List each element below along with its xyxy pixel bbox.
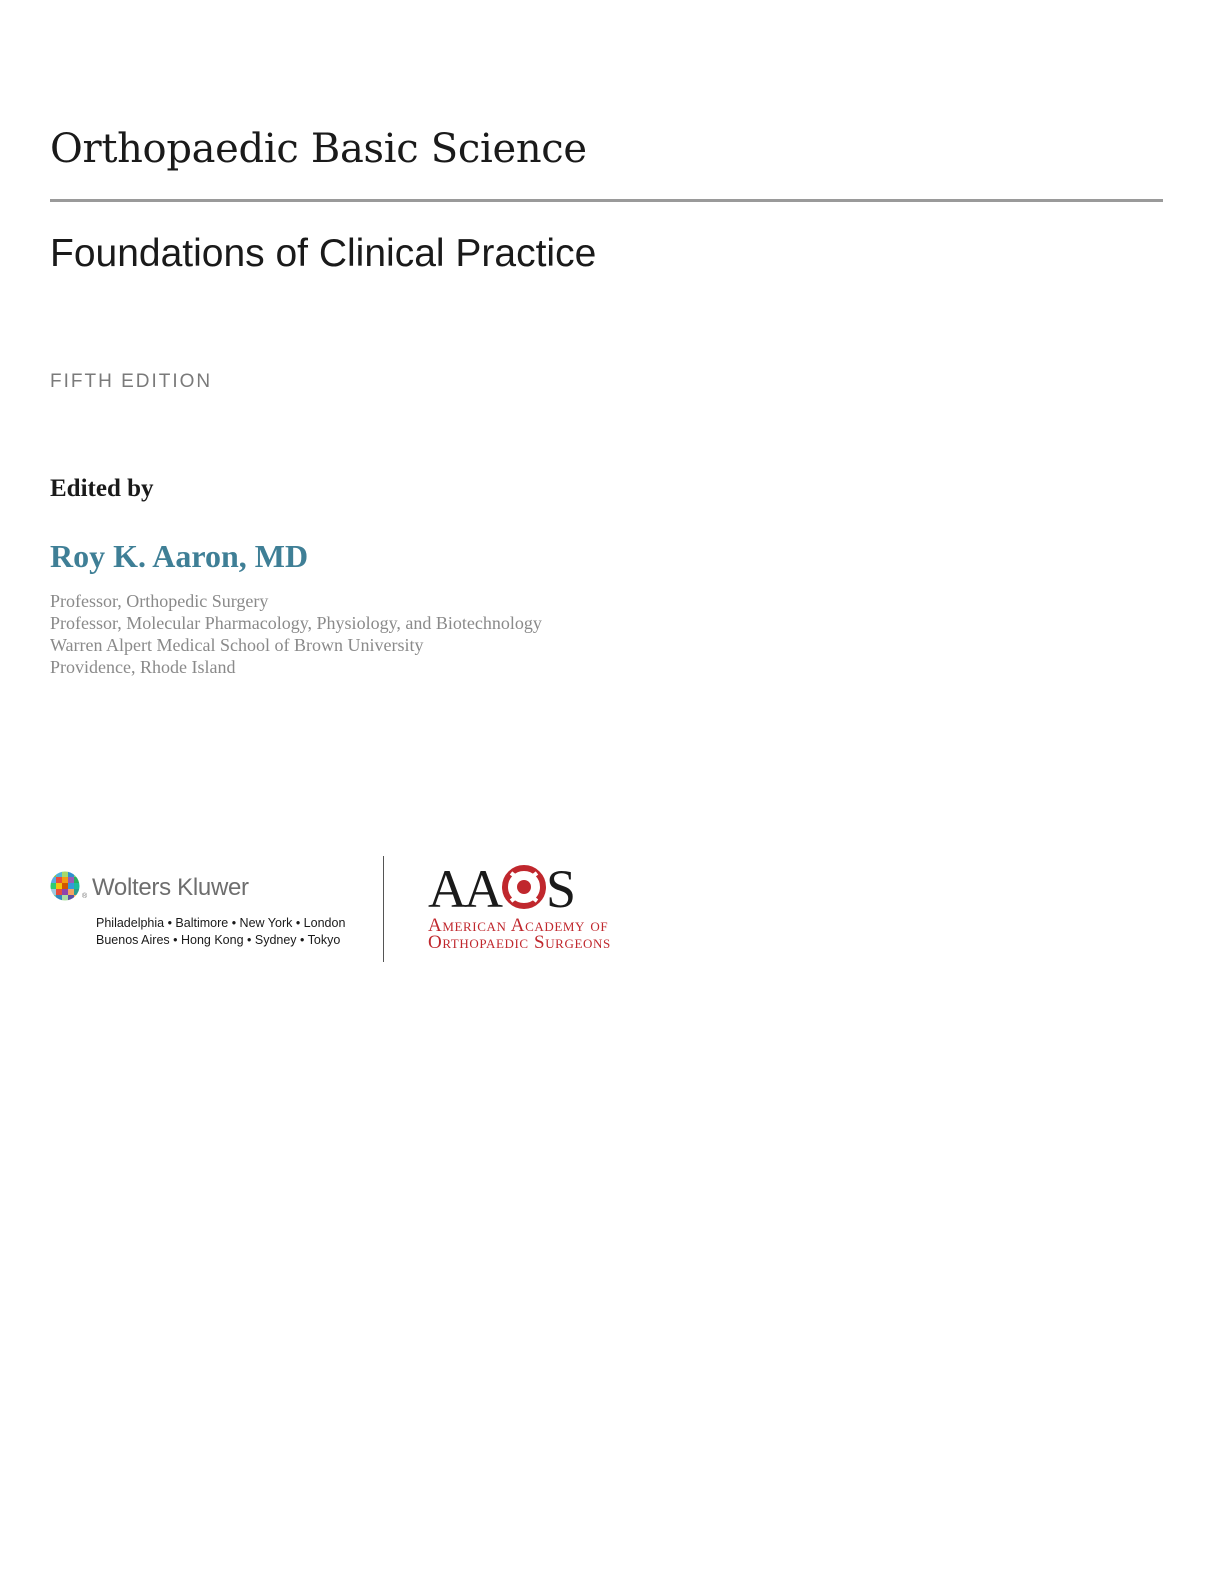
- book-title: Orthopaedic Basic Science: [50, 126, 587, 172]
- book-subtitle: Foundations of Clinical Practice: [50, 232, 597, 275]
- logo-divider: [383, 856, 384, 962]
- editor-name: Roy K. Aaron, MD: [50, 538, 309, 574]
- title-rule: [50, 199, 1163, 202]
- organization-name-line: Orthopaedic Surgeons: [428, 932, 611, 953]
- svg-text:AA: AA: [428, 859, 500, 915]
- svg-text:S: S: [546, 859, 577, 915]
- publisher-cities: [96, 915, 345, 949]
- affiliation-line: Providence, Rhode Island: [50, 657, 236, 677]
- edition-label: FIFTH EDITION: [50, 371, 213, 392]
- publisher-cities-line: Philadelphia • Baltimore • New York • London: [96, 916, 346, 930]
- registered-mark-icon: ®: [82, 893, 88, 900]
- organization-name: [428, 917, 611, 951]
- publisher-cities-line: Buenos Aires • Hong Kong • Sydney • Tokyo: [96, 933, 341, 947]
- edited-by-label: Edited by: [50, 475, 154, 502]
- publisher-name: Wolters Kluwer: [92, 874, 249, 901]
- editor-affiliations: [50, 590, 542, 678]
- affiliation-line: Professor, Molecular Pharmacology, Physiology, and Biotechnology: [50, 613, 542, 633]
- wolters-kluwer-mosaic-icon: [50, 871, 80, 901]
- affiliation-line: Warren Alpert Medical School of Brown University: [50, 635, 424, 655]
- aaos-logo: [428, 859, 580, 915]
- organization-name-line: American Academy of: [428, 915, 609, 936]
- affiliation-line: Professor, Orthopedic Surgery: [50, 591, 269, 611]
